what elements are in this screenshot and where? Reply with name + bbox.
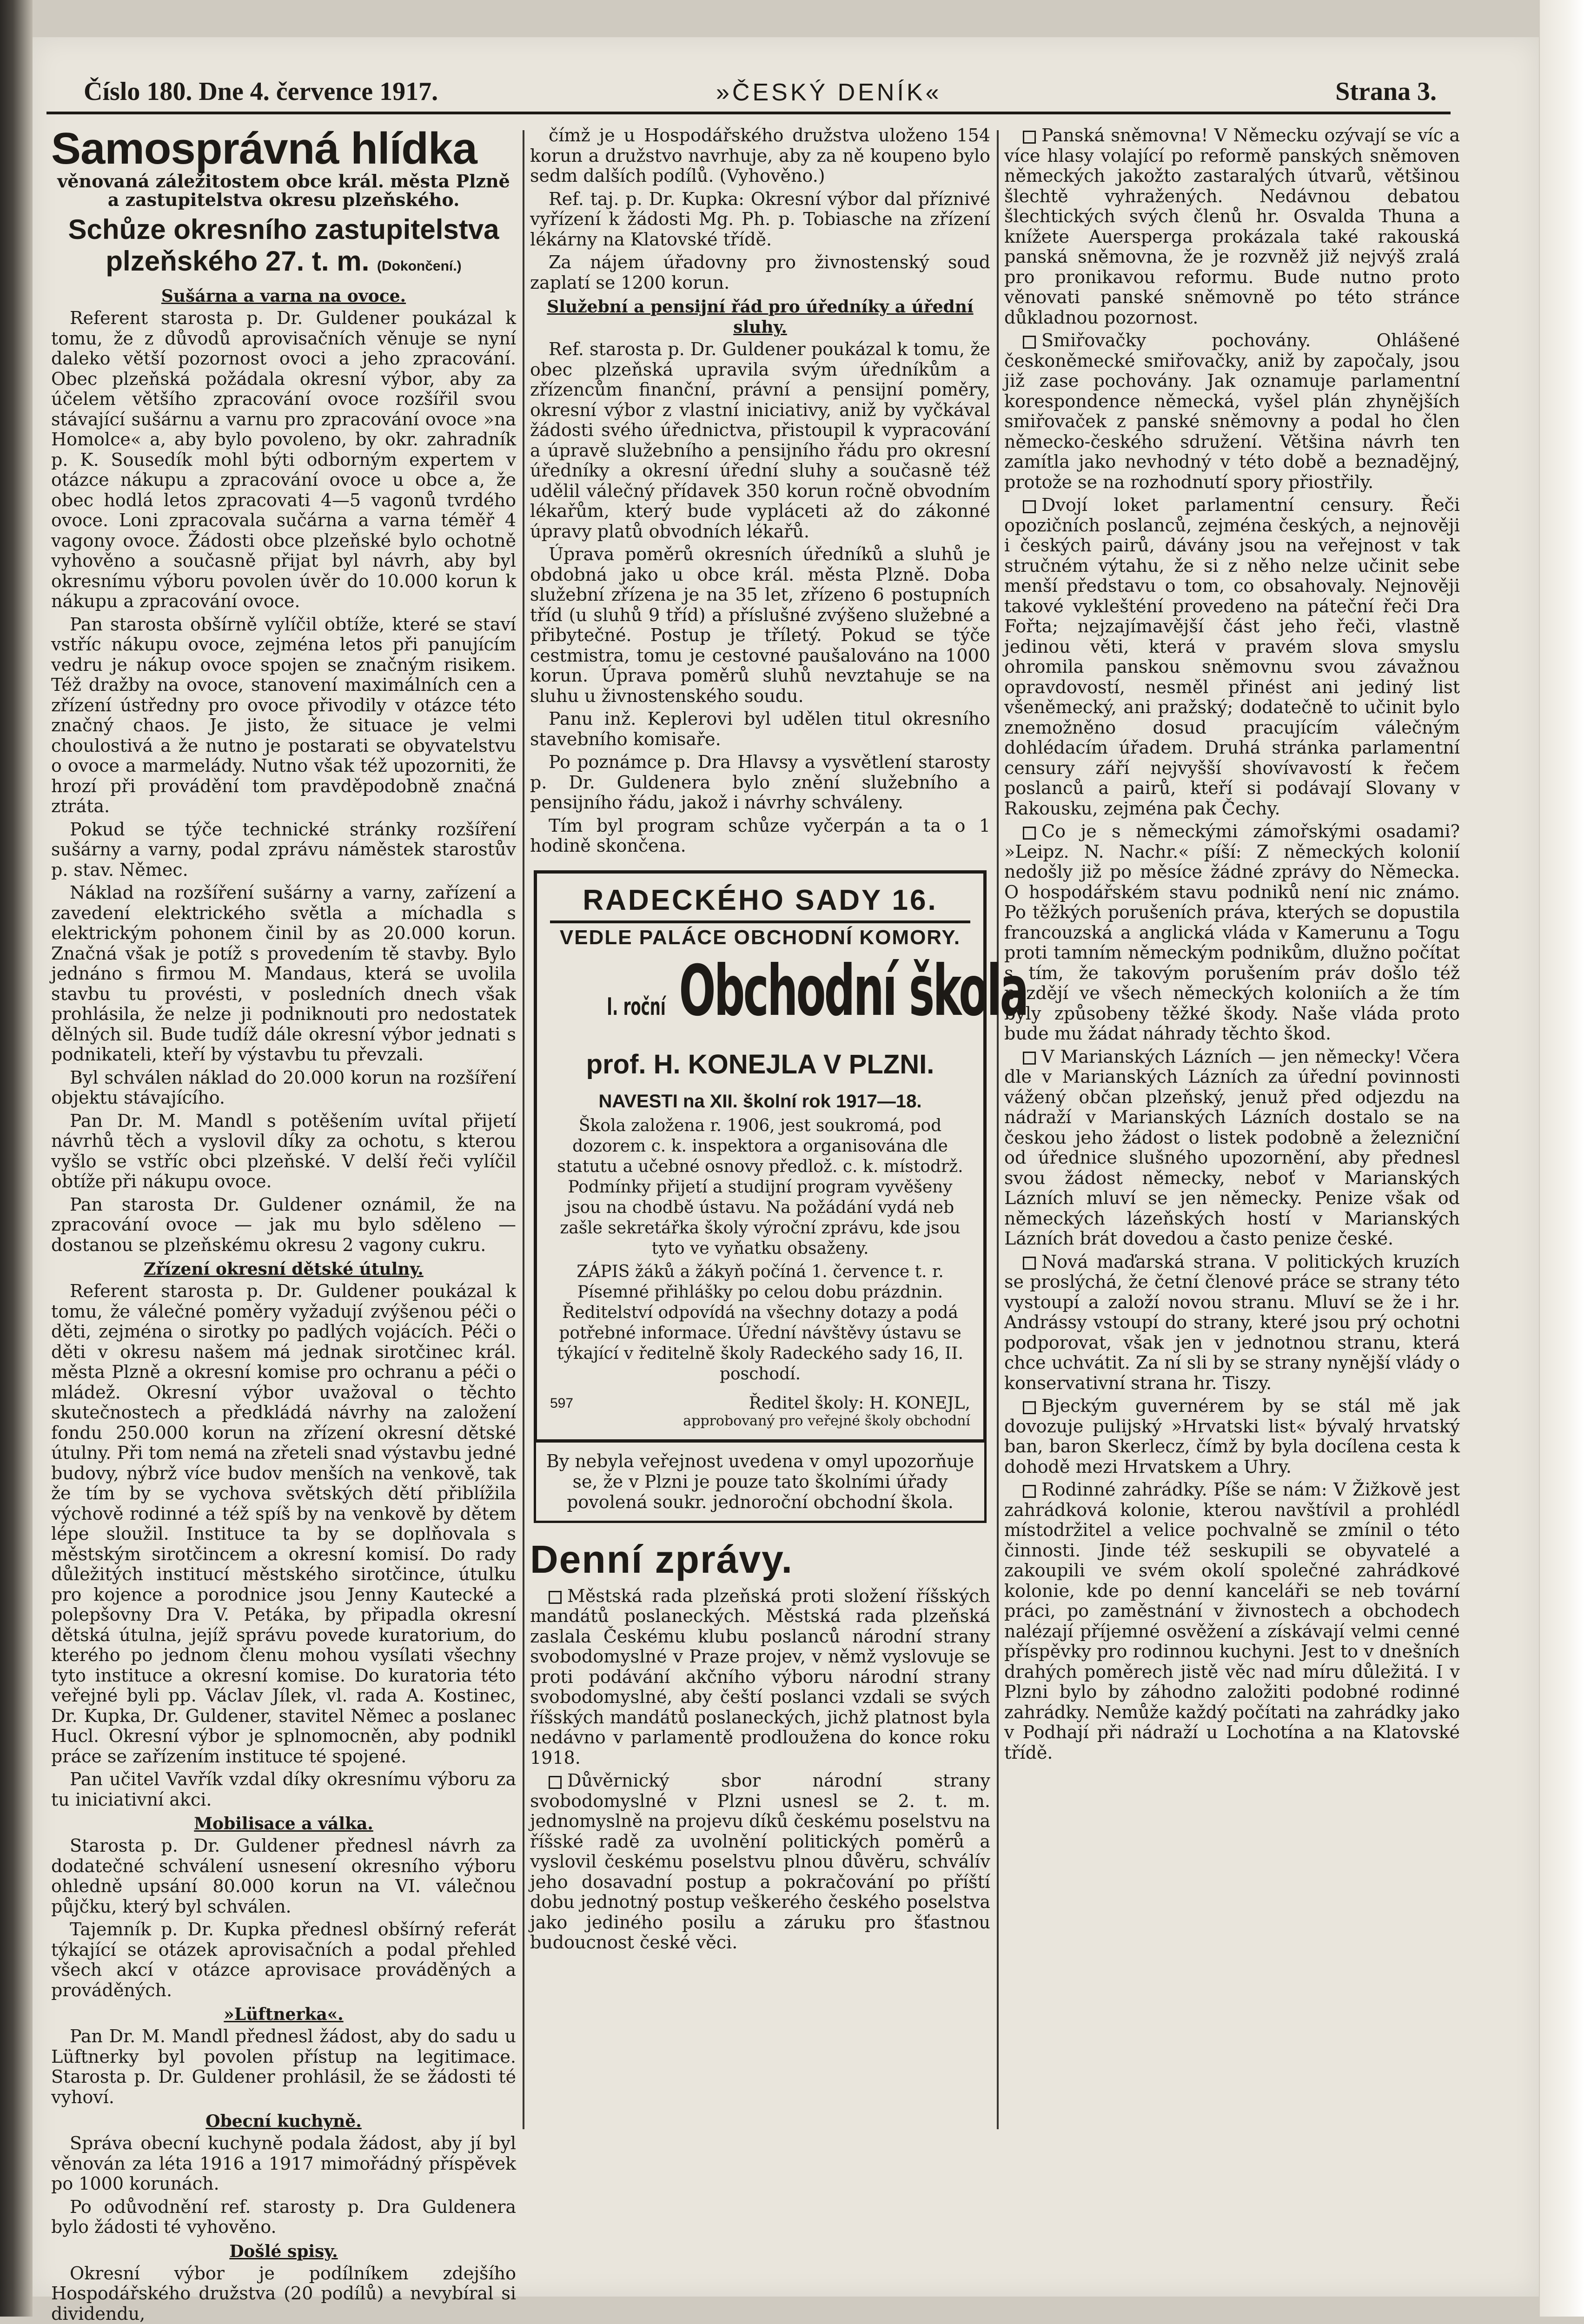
- ad-text: Škola založena r. 1906, jest soukromá, pod dozorem c. k. inspektora a organisována dle statutu a učebné osnovy předlož. c. k. místodrž. Podmínky přijetí a studijní program vyvěšeny jsou na chodbě ústavu. Na požádání vydá neb zašle sekretářka školy výroční zprávu, kde jsou tyto ve vyňatku obsaženy.: [550, 1116, 970, 1259]
- paragraph: Pan Dr. M. Mandl s potěšením uvítal přijetí návrhů těch a vyslovil díky za ochotu, s kterou vyšlo se vstříc obci plzeňské. V delší řeči vylíčil obtíže při nákupu ovoce.: [51, 1111, 516, 1192]
- paragraph-text: Co je s německými zámořskými osadami? »Leipz. N. Nachr.« píší: Z německých kolonií nedošly již po měsíce žádné zprávy do Německa. O hospodářském stavu podniků není nic známo. Po těžkých porušeních práva, kterých se dopustila francouzská a anglická vláda v Kamerunu a Togu proti tamním německým podnikům, dlužno počítat s tím, že takovým porušením práv došlo též pozdějí ve všech německých koloniích a že tím byly způsobeny těžké škody. Naše vláda proto bude mu žádat náhrady těchto škod.: [1004, 821, 1460, 1044]
- paragraph: [1004, 1047, 1460, 1249]
- column-2: [530, 126, 990, 2218]
- subsection-title: Obecní kuchyně.: [51, 2111, 516, 2132]
- bullet-square-icon: [1023, 500, 1036, 513]
- section-heading-news: Denní zprávy.: [530, 1537, 990, 1582]
- bullet-square-icon: [1023, 131, 1036, 144]
- bullet-square-icon: [1023, 827, 1036, 840]
- paragraph: [1004, 331, 1460, 492]
- subsection-title: Sušárna a varna na ovoce.: [51, 286, 516, 306]
- paragraph: Po odůvodnění ref. starosty p. Dra Guldenera bylo žádosti té vyhověno.: [51, 2197, 516, 2238]
- article-headline: [51, 214, 516, 282]
- ad-notice-heading: NAVESTI na XII. školní rok 1917—18.: [550, 1091, 970, 1112]
- paragraph: Po poznámce p. Dra Hlavsy a vysvětlení starosty p. Dr. Guldenera bylo znění služebního a pensijního řádu, jakož i návrhy schváleny.: [530, 752, 990, 813]
- paragraph: Pokud se týče technické stránky rozšíření sušárny a varny, podal zprávu náměstek starostův p. stav. Němec.: [51, 820, 516, 881]
- ad-signature-note: approbovaný pro veřejné školy obchodní: [550, 1413, 970, 1429]
- paragraph: Ref. starosta p. Dr. Guldener poukázal k tomu, že obec plzeňská upravila svým úředníkům a zřízencům finanční, právní a pensijní poměry, okresní výbor z vlastní iniciativy, aniž by vyčkával žádosti svého úřednictva, přistoupil k vypracování a úpravě služebního a pensijního řádu pro okresní úředníky a okresní úřední sluhy a současně též udělil válečný přídavek 350 korun ročně obvodním lékařům, který bude vypláceti až do zákonné úpravy platů obvodních lékařů.: [530, 339, 990, 542]
- paragraph: Správa obecní kuchyně podala žádost, aby jí byl věnován za léta 1916 a 1917 mimořádný příspěvek po 1000 korunách.: [51, 2133, 516, 2194]
- paragraph: Náklad na rozšíření sušárny a varny, zařízení a zavedení elektrického světla a míchadla s elektrickým pohonem činil by as 20.000 korun. Značná však je potíž s provedením tě stavby. Bylo jednáno s firmou M. Mandaus, která se uvolila stavbu tu provésti, v posledních dnech však prohlásila, že nelze ji podniknouti pro nedostatek dělných sil. Bude tudíž dále okresní výbor jednati s podnikateli, kteří by výstavbu tu převzali.: [51, 883, 516, 1065]
- paragraph: Pan Dr. M. Mandl přednesl žádost, aby do sadu u Lüftnerky byl povolen přístup na legitimace. Starosta p. Dr. Guldener prohlásil, že se žádosti té vyhoví.: [51, 2026, 516, 2107]
- subsection-title: »Lüftnerka«.: [51, 2004, 516, 2025]
- subsection-title: Mobilisace a válka.: [51, 1814, 516, 1834]
- section-subtitle: věnovaná záležitostem obce král. města Plzně a zastupitelstva okresu plzeňského.: [51, 172, 516, 209]
- paragraph: Referent starosta p. Dr. Guldener poukázal k tomu, že z důvodů aprovisačních věnuje se nyní daleko větší pozornost ovoci a jeho zpracování. Obec plzeňská požádala okresní výbor, aby za účelem většího zpracování ovoce rozšířil svou stávající sušárnu a varnu pro zpracování ovoce »na Homolce« a, aby bylo povoleno, by okr. zahradník p. K. Sousedík mohl býti odborným expertem v otázce nákupu a zpracování ovoce u obce a, že obec hodlá letos zpracovati 4—5 vagonů tvrdého ovoce. Loni zpracovala sučárna a varna téměř 4 vagony ovoce. Žádosti obce plzeňské bylo ochotně vyhověno a současně přijat byl návrh, aby byl okresnímu výboru povolen úvěr do 10.000 korun k nákupu a zpracování ovoce.: [51, 308, 516, 612]
- ad-school-title: Obchodní škola: [679, 951, 1027, 1032]
- subsection-title: Služební a pensijní řád pro úředníky a úřední sluhy.: [530, 297, 990, 338]
- bullet-square-icon: [1023, 1401, 1036, 1414]
- column-rule: [997, 130, 999, 2129]
- paragraph: [530, 1586, 990, 1768]
- headline-text: Schůze okresního zastupitelstva plzeňského 27. t. m.: [68, 214, 499, 277]
- ad-footnote: By nebyla veřejnost uvedena v omyl upozorňuje se, že v Plzni je pouze tato školními úřady povolená soukr. jednoroční obchodní škola.: [534, 1443, 987, 1523]
- paragraph: [1004, 1396, 1460, 1477]
- paragraph-text: Dvojí loket parlamentní censury. Řeči opozičních poslanců, zejména českých, a nejnověji i českých pairů, dávány jsou na veřejnost v tak stručném výtahu, že si z něho nelze učinit sebe menší představu o tom, co obsahovaly. Nejnověji takové vyklešténí provedeno na páteční řeči Dra Fořta; nejzajímavější část jeho řeči, vlastně jedinou věti, která v pravém slova smyslu ohromila panskou sněmovnu svou závažnou opravdovostí, nesměl přinést ani jediný list všeněmecký, ani pražský; dodatečně to učinit bylo znemožněno dosud pracujícím válečným dohlédacím úřadem. Druhá stránka parlamentní censury září nejvyšší shovívavostí k řečem poslanců a pairů, kteří si podávají Slovany v Rakousku, zejména pak Čechy.: [1004, 495, 1460, 819]
- page-edge: [1540, 0, 1584, 2317]
- bullet-square-icon: [549, 1591, 562, 1604]
- paragraph: Ref. taj. p. Dr. Kupka: Okresní výbor dal příznivé vyřízení k žádosti Mg. Ph. p. Tobiasche na zřízení lékárny na Klatovské třídě.: [530, 189, 990, 250]
- paragraph: Panu inž. Keplerovi byl udělen titul okresního stavebního komisaře.: [530, 709, 990, 749]
- paragraph: [1004, 1480, 1460, 1763]
- paragraph: [530, 1771, 990, 1953]
- issue-date: Číslo 180. Dne 4. července 1917.: [84, 77, 438, 106]
- paragraph: Pan učitel Vavřík vzdal díky okresnímu výboru za tu iniciativní akci.: [51, 1769, 516, 1810]
- column-1: [51, 126, 516, 2218]
- section-kicker: Samosprávná hlídka: [51, 126, 516, 172]
- paragraph: Pan starosta Dr. Guldener oznámil, že na zpracování ovoce — jak mu bylo sděleno — dostanou se plzeňskému okresu 2 vagony cukru.: [51, 1195, 516, 1256]
- ad-school-prefix: I. roční: [607, 993, 666, 1021]
- paragraph: [1004, 1252, 1460, 1394]
- paragraph-text: Nová maďarská strana. V politických kruzích se proslýchá, že četní členové práce se strany této vystoupí a založí novou stranu. Mluví se že i hr. Andrássy vstoupí do strany, které jsou prý ochotni podporovat, však jen v jednotnou stranu, která chce uchvátit. Za ní sli by se strany nynější vlády o konservativní strana hr. Tiszy.: [1004, 1251, 1460, 1393]
- paragraph: Pan starosta obšírně vylíčil obtíže, které se staví vstříc nákupu ovoce, zejména letos při panujícím vedru je nákup ovoce spojen se značným risikem. Též dražby na ovoce, stanovení maximálních cen a zřízení ústředny pro ovoce přivodily v otázce této značný chaos. Je jisto, že situace je velmi choulostivá a že nutno je postarati se obyvatelstvu o ovoce a marmelády. Nutno však též upozorniti, že hrozí při provádění tom pravděpodobně značná ztráta.: [51, 615, 516, 817]
- ad-professor: prof. H. KONEJLA V PLZNI.: [550, 1049, 970, 1080]
- paragraph-text: Smiřovačky pochovány. Ohlášené českoněmecké smiřovačky, aniž by započaly, jsou již zase pochovány. Jak oznamuje parlamentní korespondence německá, vyšel plán zhynějších smiřovaček z panské sněmovny a podal ho člen německo-českého sdružení. Většina návrh ten zamítla jako nevhodný v této době a beznadějný, protože se na rozhodnutí spory přiostřily.: [1004, 330, 1460, 492]
- paragraph: Úprava poměrů okresních úředníků a sluhů je obdobná jako u obce král. města Plzně. Doba služební zřízena je na 35 let, zřízeno 6 postupních tříd (u sluhů 9 tříd) a příslušné zvýšeno služebné a přibytečné. Postup je tříletý. Pokud se týče cestmistra, tomu je cestovné paušalováno na 1000 korun. Úprava poměrů sluhů nevztahuje se na sluhu u živnostenského soudu.: [530, 544, 990, 706]
- bullet-square-icon: [1023, 336, 1036, 349]
- paragraph-text: Městská rada plzeňská proti složení říšských mandátů poslaneckých. Městská rada plzeňská zaslala Českému klubu poslanců národní strany svobodomyslné v Praze projev, v němž vyslovuje se proti podávání akčního výboru národní strany svobodomyslné, aby čeští poslanci vzdali se svých říšských mandátů poslaneckých, jichž platnost byla nedávno v parlamentě prodloužena do konce roku 1918.: [530, 1586, 990, 1768]
- paragraph: Tajemník p. Dr. Kupka přednesl obšírný referát týkající se otázek aprovisačních a podal přehled všech akcí v otázce aprovisace prováděných a prováděných.: [51, 1920, 516, 2000]
- subsection-title: Došlé spisy.: [51, 2241, 516, 2262]
- paragraph: čímž je u Hospodářského družstva uloženo 154 korun a družstvo navrhuje, aby za ně koupeno bylo sedm dalších podílů. (Vyhověno.): [530, 126, 990, 186]
- ad-signature: Ředitel školy: H. KONEJL,: [550, 1394, 970, 1413]
- newspaper-title: »ČESKÝ DENÍK«: [716, 79, 942, 106]
- paragraph: Starosta p. Dr. Guldener přednesl návrh za dodatečné schválení usnesení okresního výboru ohledně upsání 80.000 korun na VI. válečnou půjčku, který byl schválen.: [51, 1836, 516, 1917]
- page-header: [46, 67, 1451, 114]
- bullet-square-icon: [1023, 1257, 1036, 1270]
- bullet-square-icon: [549, 1776, 562, 1789]
- headline-note: (Dokončení.): [377, 258, 462, 274]
- paragraph-text: Panská sněmovna! V Německu ozývají se víc a více hlasy volající po reformě panských sněmoven německých jakožto zastaralých útvarů, většinou šlechtě vyhražených. Nedávnou debatou šlechtických svých členů hr. Osvalda Thuna a knížete Auersperga prokázala také rakouská panská sněmovna, že je rozvněž již nejvýš zralá pro pronikavou reformu. Bude nutno proto věnovati panské sněmovně po této stránce důkladnou pozornost.: [1004, 125, 1460, 328]
- paragraph: [1004, 126, 1460, 328]
- book-binding: [0, 0, 33, 2317]
- paragraph: Tím byl program schůze vyčerpán a ta o 1 hodině skončena.: [530, 816, 990, 856]
- ad-school-name: [607, 954, 914, 1044]
- subsection-title: Zřízení okresní dětské útulny.: [51, 1259, 516, 1279]
- column-3: [1004, 126, 1460, 2218]
- paragraph-text: V Marianských Lázních — jen německy! Včera dle v Marianských Lázních za úřední povinnosti vážený občan plzeňský, jenuž před odjezdu na nádraží v Marianských Lázních dostalo se na českou jeho žádost o listek podobně a železniční od úřednice slušného upozornění, aby přednesl svou žádost německy, neboť v Marianských Lázních mluví se jen německy. Penize však od německých lázeňských hostí v Marianských Lázních brát dovedou a často penize české.: [1004, 1046, 1460, 1249]
- paragraph: [1004, 495, 1460, 819]
- ad-enrollment-text: ZÁPIS žáků a žákyň počíná 1. července t. r. Písemné přihlášky po celou dobu prázdnin. Ředitelství odpovídá na všechny dotazy a podá potřebné informace. Úřední návštěvy ústavu se týkající v ředitelně školy Radeckého sady 16, II. poschodí.: [550, 1262, 970, 1384]
- paragraph: Za nájem úřadovny pro živnostenský soud zaplatí se 1200 korun.: [530, 252, 990, 293]
- ad-number: 597: [550, 1396, 573, 1411]
- ad-address: RADECKÉHO SADY 16.: [550, 884, 970, 923]
- paragraph-text: Bjeckým guvernérem by se stál mě jak dovozuje pulijský »Hrvatski list« bývalý hrvatský ban, baron Skerlecz, čímž by byla docílena cesta k dohodě mezi Hrvatskem a Uhry.: [1004, 1396, 1460, 1477]
- page-number: Strana 3.: [1335, 77, 1437, 106]
- school-advertisement: [534, 870, 987, 1443]
- ad-location: VEDLE PALÁCE OBCHODNÍ KOMORY.: [550, 926, 970, 949]
- bullet-square-icon: [1023, 1485, 1036, 1498]
- column-rule: [523, 130, 524, 2129]
- paragraph: Byl schválen náklad do 20.000 korun na rozšíření objektu stávajícího.: [51, 1068, 516, 1108]
- bullet-square-icon: [1023, 1052, 1036, 1065]
- paragraph: [1004, 821, 1460, 1044]
- paragraph-text: Rodinné zahrádky. Píše se nám: V Žižkově jest zahrádková kolonie, kterou navštívil a prohlédl místodržitel a velice pochvalně se zmínil o této činnosti. Jinde též seskupili se obyvatelé a zakoupili ve svém okolí společné zahrádkové kolonie, kde po denní kanceláři se neb tovární práci, po zaměstnání v živnostech a obchodech nalézají příjemné osvěžení a získávají velmi cenné příspěvky pro rodinnou kuchyni. Jest to v dnešních drahých poměrech jistě věc nad míru důležitá. I v Plzni bylo by záhodno založiti podobné rodinné zahrádky. Nemůže každý počítati na zahrádky jako v Podhají při nádraží u Lochotína a na Klatovské třídě.: [1004, 1479, 1460, 1763]
- paragraph-text: Důvěrnický sbor národní strany svobodomyslné v Plzni usnesl se 2. t. m. jednomyslně na projevu díků českému poselstvu na říšské radě za uvolnění politických poměrů a vyslovil českému poselstvu plnou důvěru, schválív jeho dosavadní postup a pokračování po příští dobu jednotný postup veškerého českého poselstva jako jediného posilu a záruku pro šťastnou budoucnost české věci.: [530, 1770, 990, 1953]
- paragraph: Referent starosta p. Dr. Guldener poukázal k tomu, že válečné poměry vyžadují zvýšenou péči o děti, zejména o sirotky po padlých vojácích. Péči o děti v okresu našem má jednak sirotčinec král. města Plzně a okresní komise pro ochranu a péči o mládež. Okresní výbor uvažoval o těchto skutečnostech a předkládá návrhy na založení fondu 250.000 korun na zřízení okresní dětské útulny. Při tom nemá na zřeteli snad výstavbu jedné budovy, nýbrž více budov menších na venkově, tak že tím by se vychova světských dětí přiblížila výchově rodinné a též spíš by na venkově by dětem lépe sloužil. Instituce ta by se doplňovala s městským sirotčincem a okresní komisí. Do rady důležitých institucí městského sirotčince, útulku pro kojence a porodnice jsou Jenny Kautecké a polepšovny Dra V. Petáka, by připadla okresní dětská útulna, jejíž správu povede kuratorium, do kterého po jednom členu mohou vysílati všechny tyto instituce a okresní komise. Do kuratoria této veřejné byli pp. Václav Jílek, vl. rada A. Kostinec, Dr. Kupka, Dr. Guldener, stavitel Němec a poslanec Hucl. Okresní výbor je splnomocněn, aby podnikl práce se zařízením instituce té spojené.: [51, 1281, 516, 1767]
- paragraph: Okresní výbor je podílníkem zdejšího Hospodářského družstva (20 podílů) a nevybíral si dividendu,: [51, 2264, 516, 2324]
